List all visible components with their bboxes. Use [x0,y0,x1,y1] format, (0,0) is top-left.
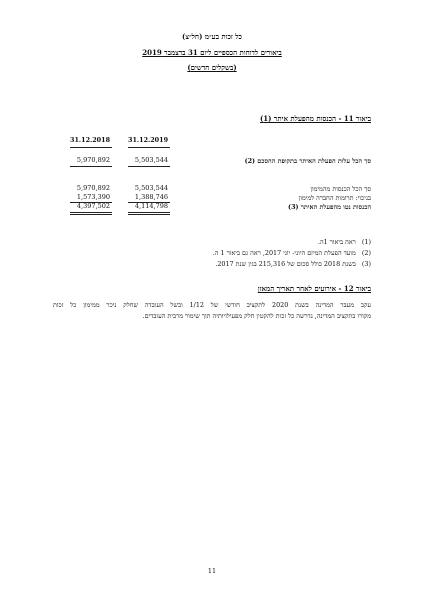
footnote-text: ראה ביאור 1ה. [317,238,356,246]
total-cost-underline [128,166,170,167]
currency-note: (בשקלים חדשים) [187,63,237,72]
col-header-2018: 31.12.2018 [70,136,111,144]
footnote-number: (3) [361,260,371,268]
note-11-title: ביאור 11 - הכנסות מהפעלת איתר (1) [259,114,371,123]
row-label: סך הכל הכנסות מהמימון [310,185,371,193]
total-double-line [70,212,112,213]
footnote-3 [215,260,371,268]
report-title: ביאורים לדוחות הכספיים ליום 31 בדצמבר 2019 [142,48,282,57]
col-header-underline [128,147,170,148]
total-double-line [70,214,112,215]
net-income-label: הכנסות נטו מהפעלת האיתר (3) [288,203,371,211]
total-cost-label: סך הכל עלות הפעלת האיתר בתקופת ההסכם (2) [244,157,371,165]
row-value-2019: 5,503,544 [134,184,168,192]
net-income-2019: 4,114,798 [134,202,168,210]
total-cost-2018: 5,970,892 [76,156,110,164]
note-12-line-1: עקב מעבר המדינה בשנת 2020 לתקציב חודשי של 1/12 ובשל העובדה שחלק ניכר ממימון כל זכות [53,301,372,309]
footnote-number: (1) [361,238,371,246]
footnote-2 [213,249,371,257]
footnote-1 [318,238,371,246]
row-value-2018: 1,573,390 [76,193,110,201]
footnote-text: מועד הפעלת המיזם היוני- יוני 2017, ראה גם ביאור 1 ה. [212,249,356,257]
note-12-line-2: מקורו בתקציב המדינה, נדרשה כל זכות להקטין חלק מפעילויותיה תוך שימור מרבית העובדים. [142,312,371,320]
total-cost-underline [70,166,112,167]
footnote-number: (2) [361,249,371,257]
total-double-line [128,214,170,215]
row-value-2019: 1,388,746 [134,193,168,201]
org-name: כל זכות בע״מ (חל״צ) [182,32,242,41]
col-header-underline [70,147,112,148]
footnote-text: בשנת 2018 כולל סכום של 215,316 בגין שנת 2017. [215,260,356,268]
row-value-2018: 5,970,892 [76,184,110,192]
col-header-2019: 31.12.2019 [128,136,169,144]
page-number: 11 [207,567,217,575]
total-double-line [128,212,170,213]
row-label: בניכוי: תרומות החברה למימון [298,194,371,202]
net-income-2018: 4,397,502 [76,202,110,210]
total-cost-2019: 5,503,544 [134,156,168,164]
note-12-title: ביאור 12 - אירועים לאחר תאריך המאזן [257,284,371,293]
